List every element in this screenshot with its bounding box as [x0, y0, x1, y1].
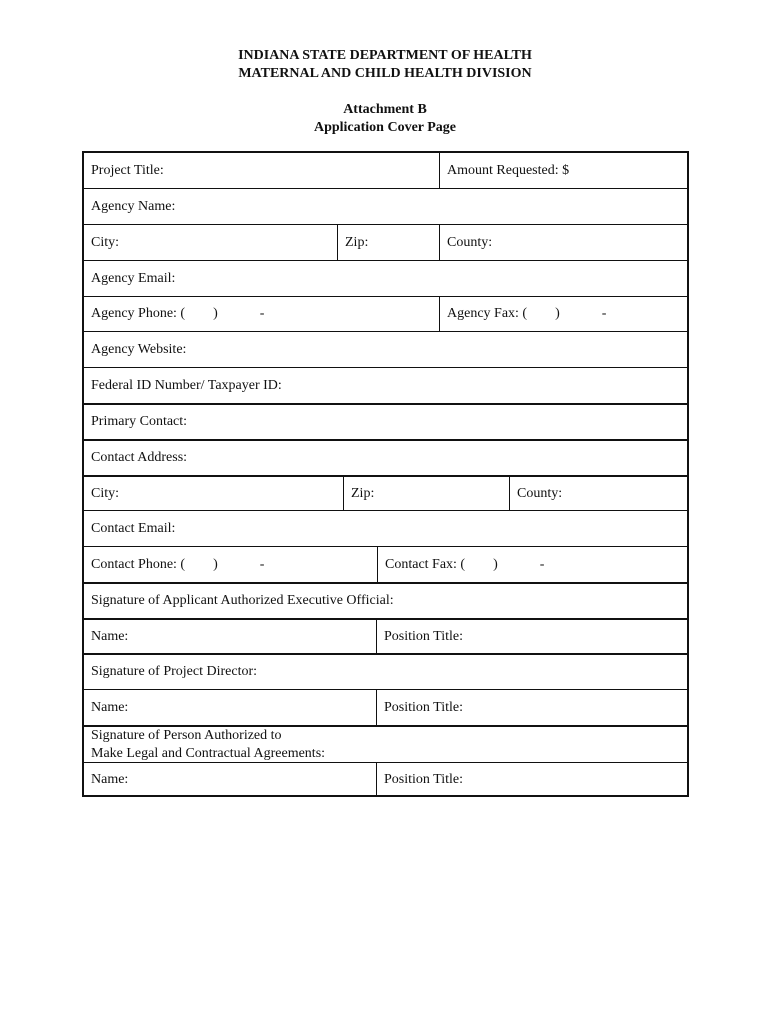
- form-row-sig-director: [84, 653, 687, 689]
- application-cover-form: [82, 151, 689, 797]
- amount-requested-field[interactable]: Amount Requested: $: [439, 153, 687, 188]
- form-row-primary-contact: [84, 403, 687, 439]
- signature-legal-line1: Signature of Person Authorized to: [91, 727, 282, 743]
- agency-website-field[interactable]: Agency Website:: [91, 341, 187, 357]
- document-header: [0, 47, 770, 83]
- department-title: INDIANA STATE DEPARTMENT OF HEALTH: [238, 48, 532, 63]
- agency-fax-field[interactable]: Agency Fax: ( ) -: [439, 297, 687, 331]
- form-row-contact-location: [84, 475, 687, 510]
- contact-county-field[interactable]: County:: [509, 477, 687, 510]
- form-row-agency-name: [84, 188, 687, 224]
- federal-id-field[interactable]: Federal ID Number/ Taxpayer ID:: [91, 377, 282, 393]
- contact-fax-field[interactable]: Contact Fax: ( ) -: [377, 547, 687, 582]
- agency-email-field[interactable]: Agency Email:: [91, 270, 176, 286]
- agency-phone-field[interactable]: Agency Phone: ( ) -: [91, 306, 265, 321]
- form-row-contact-address: [84, 439, 687, 475]
- form-row-agency-location: [84, 224, 687, 260]
- signature-legal-field[interactable]: [84, 727, 687, 762]
- form-row-agency-email: [84, 260, 687, 296]
- contact-email-field[interactable]: Contact Email:: [91, 520, 176, 536]
- form-row-project: [84, 153, 687, 188]
- form-row-sig-legal: [84, 725, 687, 762]
- project-title-field[interactable]: Project Title:: [91, 162, 164, 178]
- agency-city-field[interactable]: City:: [91, 234, 120, 250]
- page-title: Application Cover Page: [313, 120, 457, 135]
- attachment-header: [0, 101, 770, 137]
- contact-phone-field[interactable]: Contact Phone: ( ) -: [91, 556, 265, 572]
- legal-position-field[interactable]: Position Title:: [376, 763, 687, 797]
- form-row-agency-phone: [84, 296, 687, 331]
- director-name-field[interactable]: Name:: [91, 699, 129, 715]
- contact-address-field[interactable]: Contact Address:: [91, 450, 188, 465]
- contact-zip-field[interactable]: Zip:: [343, 477, 509, 510]
- form-row-agency-website: [84, 331, 687, 367]
- agency-zip-field[interactable]: Zip:: [337, 225, 439, 260]
- legal-name-field[interactable]: Name:: [91, 772, 129, 787]
- executive-name-field[interactable]: Name:: [91, 628, 129, 644]
- signature-director-field[interactable]: Signature of Project Director:: [91, 664, 258, 679]
- form-row-contact-phone: [84, 546, 687, 582]
- form-row-exec-name: [84, 618, 687, 653]
- form-row-contact-email: [84, 510, 687, 546]
- agency-county-field[interactable]: County:: [439, 225, 687, 260]
- executive-position-field[interactable]: Position Title:: [376, 620, 687, 653]
- agency-name-field[interactable]: Agency Name:: [91, 198, 176, 214]
- contact-city-field[interactable]: City:: [91, 485, 120, 501]
- signature-executive-field[interactable]: Signature of Applicant Authorized Executive Official:: [91, 593, 394, 608]
- form-row-sig-exec: [84, 582, 687, 618]
- division-title: MATERNAL AND CHILD HEALTH DIVISION: [238, 66, 532, 81]
- signature-legal-line2: Make Legal and Contractual Agreements:: [91, 745, 326, 761]
- attachment-label: Attachment B: [343, 102, 427, 117]
- form-row-federal-id: [84, 367, 687, 403]
- director-position-field[interactable]: Position Title:: [376, 690, 687, 725]
- primary-contact-field[interactable]: Primary Contact:: [91, 414, 188, 429]
- form-row-legal-name: [84, 762, 687, 797]
- form-row-director-name: [84, 689, 687, 725]
